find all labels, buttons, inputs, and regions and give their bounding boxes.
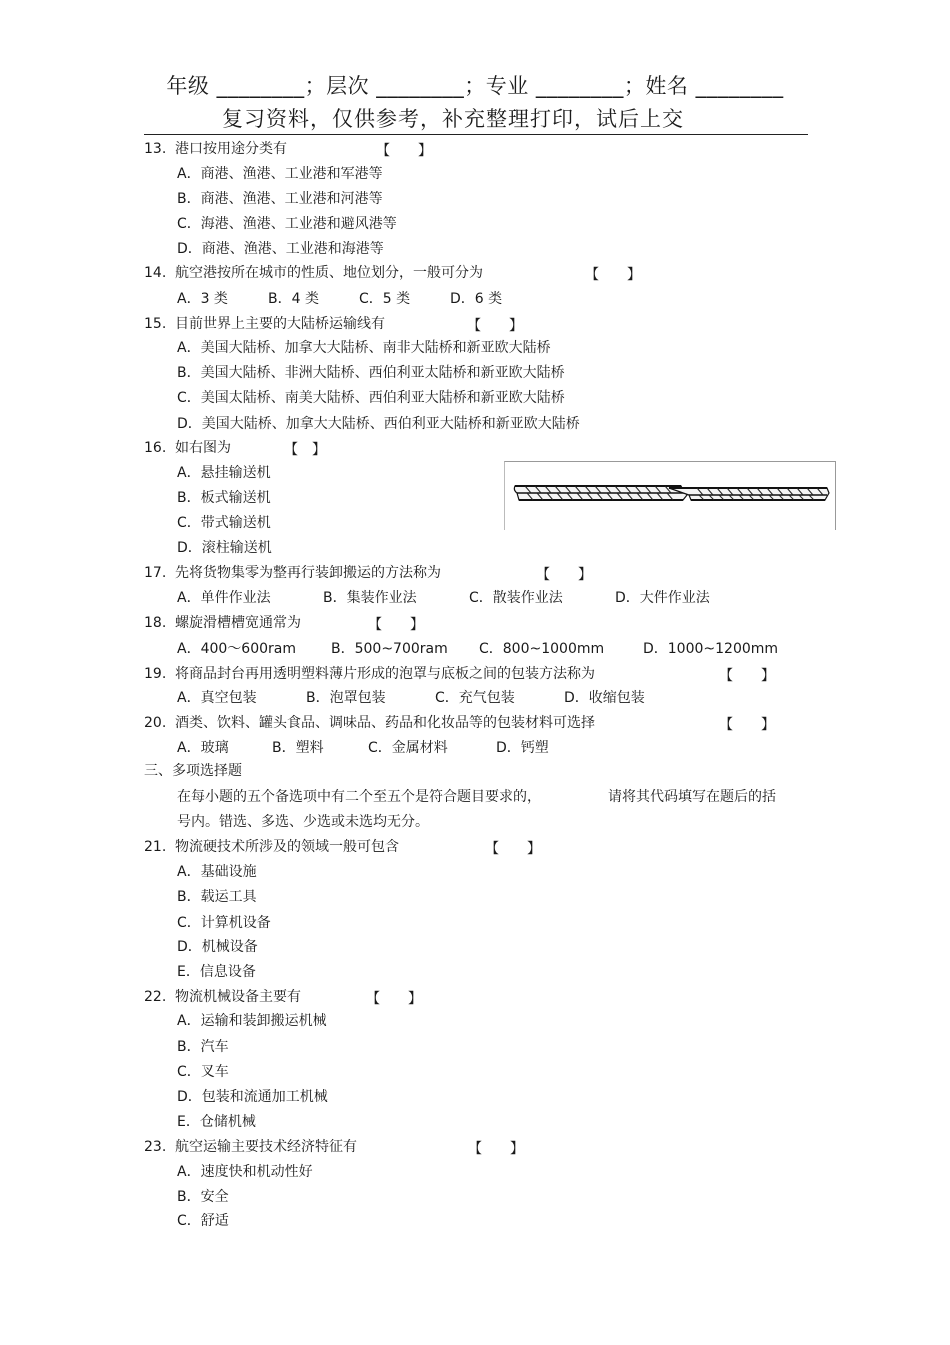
question-text: 航空港按所在城市的性质、地位划分，一般可分为 (175, 265, 483, 281)
question-text: 物流硬技术所涉及的领域一般可包含 (175, 839, 399, 855)
option: E．仓储机械 (177, 1114, 256, 1130)
question-number: 14. (144, 265, 167, 281)
answer-bracket: 【 】 (536, 567, 592, 583)
question-13 (144, 140, 287, 158)
option: A．运输和装卸搬运机械 (177, 1013, 327, 1029)
option: B．板式输送机 (177, 490, 271, 506)
option: D．美国大陆桥、加拿大大陆桥、西伯利亚大陆桥和新亚欧大陆桥 (177, 416, 580, 432)
answer-bracket: 【 】 (719, 668, 775, 684)
question-number: 19. (144, 666, 167, 682)
option: B．500~700ram (331, 641, 448, 657)
answer-bracket: 【 】 (376, 143, 432, 159)
question-text: 酒类、饮料、罐头食品、调味品、药品和化妆品等的包装材料可选择 (175, 715, 595, 731)
option: E．信息设备 (177, 964, 256, 980)
answer-bracket: 【 】 (485, 841, 541, 857)
question-number: 17. (144, 565, 167, 581)
option: B．4 类 (268, 291, 319, 307)
question-23 (144, 1138, 357, 1156)
option: C．充气包装 (435, 690, 515, 706)
question-text: 如右图为 (175, 440, 231, 456)
option: A．真空包装 (177, 690, 257, 706)
answer-bracket: 【 】 (585, 267, 641, 283)
answer-bracket: 【 】 (284, 442, 326, 458)
section-instructions-2: 号内。错选、多选、少选或未选均无分。 (177, 814, 429, 830)
option: D．包装和流通加工机械 (177, 1089, 328, 1105)
answer-bracket: 【 】 (719, 717, 775, 733)
section-title: 三、多项选择题 (144, 763, 242, 779)
answer-bracket: 【 】 (368, 617, 424, 633)
option: A．美国大陆桥、加拿大大陆桥、南非大陆桥和新亚欧大陆桥 (177, 340, 551, 356)
option: C．美国太陆桥、南美大陆桥、西伯利亚大陆桥和新亚欧大陆桥 (177, 390, 565, 406)
option: B．集装作业法 (323, 590, 417, 606)
question-19 (144, 665, 595, 683)
student-info-header: 年级 ________；层次 ________；专业 ________；姓名 ________ (166, 74, 784, 98)
option: B．美国大陆桥、非洲大陆桥、西伯利亚太陆桥和新亚欧大陆桥 (177, 365, 565, 381)
option-row (0, 689, 950, 707)
slat-conveyor-illustration (505, 462, 835, 530)
option: D．6 类 (450, 291, 503, 307)
question-number: 20. (144, 715, 167, 731)
question-number: 21. (144, 839, 167, 855)
question-text: 港口按用途分类有 (175, 141, 287, 157)
question-16 (144, 439, 231, 457)
question-15 (144, 315, 385, 333)
option: B．汽车 (177, 1039, 229, 1055)
option: B．安全 (177, 1189, 229, 1205)
question-18 (144, 614, 301, 632)
option: A．商港、渔港、工业港和军港等 (177, 166, 383, 182)
option: B．商港、渔港、工业港和河港等 (177, 191, 383, 207)
header-divider (144, 134, 808, 135)
option: B．塑料 (272, 740, 324, 756)
question-text: 航空运输主要技术经济特征有 (175, 1139, 357, 1155)
question-text: 螺旋滑槽槽宽通常为 (175, 615, 301, 631)
option-row (0, 640, 950, 658)
option: D．钙塑 (496, 740, 549, 756)
option: D．滚柱输送机 (177, 540, 272, 556)
option: B．泡罩包装 (306, 690, 386, 706)
option: C．散装作业法 (469, 590, 563, 606)
option: C．5 类 (359, 291, 411, 307)
option: A．基础设施 (177, 864, 257, 880)
question-text: 目前世界上主要的大陆桥运输线有 (175, 316, 385, 332)
option: D．1000~1200mm (643, 641, 779, 657)
option: C．带式输送机 (177, 515, 271, 531)
question-20 (144, 714, 595, 732)
question-number: 22. (144, 989, 167, 1005)
option: D．机械设备 (177, 939, 258, 955)
section-instructions-1a: 在每小题的五个备选项中有二个至五个是符合题目要求的， (177, 789, 541, 805)
question-number: 18. (144, 615, 167, 631)
option: D．商港、渔港、工业港和海港等 (177, 241, 384, 257)
option-row (0, 589, 950, 607)
option: C．舒适 (177, 1213, 229, 1229)
question-17 (144, 564, 441, 582)
review-notice-header: 复习资料，仅供参考，补充整理打印，试后上交 (222, 107, 684, 131)
question-text: 物流机械设备主要有 (175, 989, 301, 1005)
option-row (0, 290, 950, 308)
conveyor-figure (504, 461, 836, 530)
option: A．单件作业法 (177, 590, 271, 606)
option: D．收缩包装 (564, 690, 645, 706)
option: A．400～600ram (177, 641, 296, 657)
question-text: 将商品封台再用透明塑料薄片形成的泡罩与底板之间的包装方法称为 (175, 666, 595, 682)
option: A．玻璃 (177, 740, 229, 756)
answer-bracket: 【 】 (366, 991, 422, 1007)
option: D．大件作业法 (615, 590, 710, 606)
option: C．海港、渔港、工业港和避风港等 (177, 216, 397, 232)
question-21 (144, 838, 399, 856)
option: C．叉车 (177, 1064, 229, 1080)
question-22 (144, 988, 301, 1006)
option: A．速度快和机动性好 (177, 1164, 313, 1180)
option: C．金属材料 (368, 740, 448, 756)
option: B．载运工具 (177, 889, 257, 905)
option: A．3 类 (177, 291, 228, 307)
option: C．800~1000mm (479, 641, 605, 657)
section-instructions-1b: 请将其代码填写在题后的括 (608, 789, 776, 805)
question-number: 16. (144, 440, 167, 456)
question-text: 先将货物集零为整再行装卸搬运的方法称为 (175, 565, 441, 581)
question-number: 13. (144, 141, 167, 157)
question-number: 15. (144, 316, 167, 332)
question-14 (144, 264, 483, 282)
option: A．悬挂输送机 (177, 465, 271, 481)
answer-bracket: 【 】 (468, 1141, 524, 1157)
option: C．计算机设备 (177, 915, 271, 931)
question-number: 23. (144, 1139, 167, 1155)
answer-bracket: 【 】 (467, 318, 523, 334)
option-row (0, 739, 950, 757)
